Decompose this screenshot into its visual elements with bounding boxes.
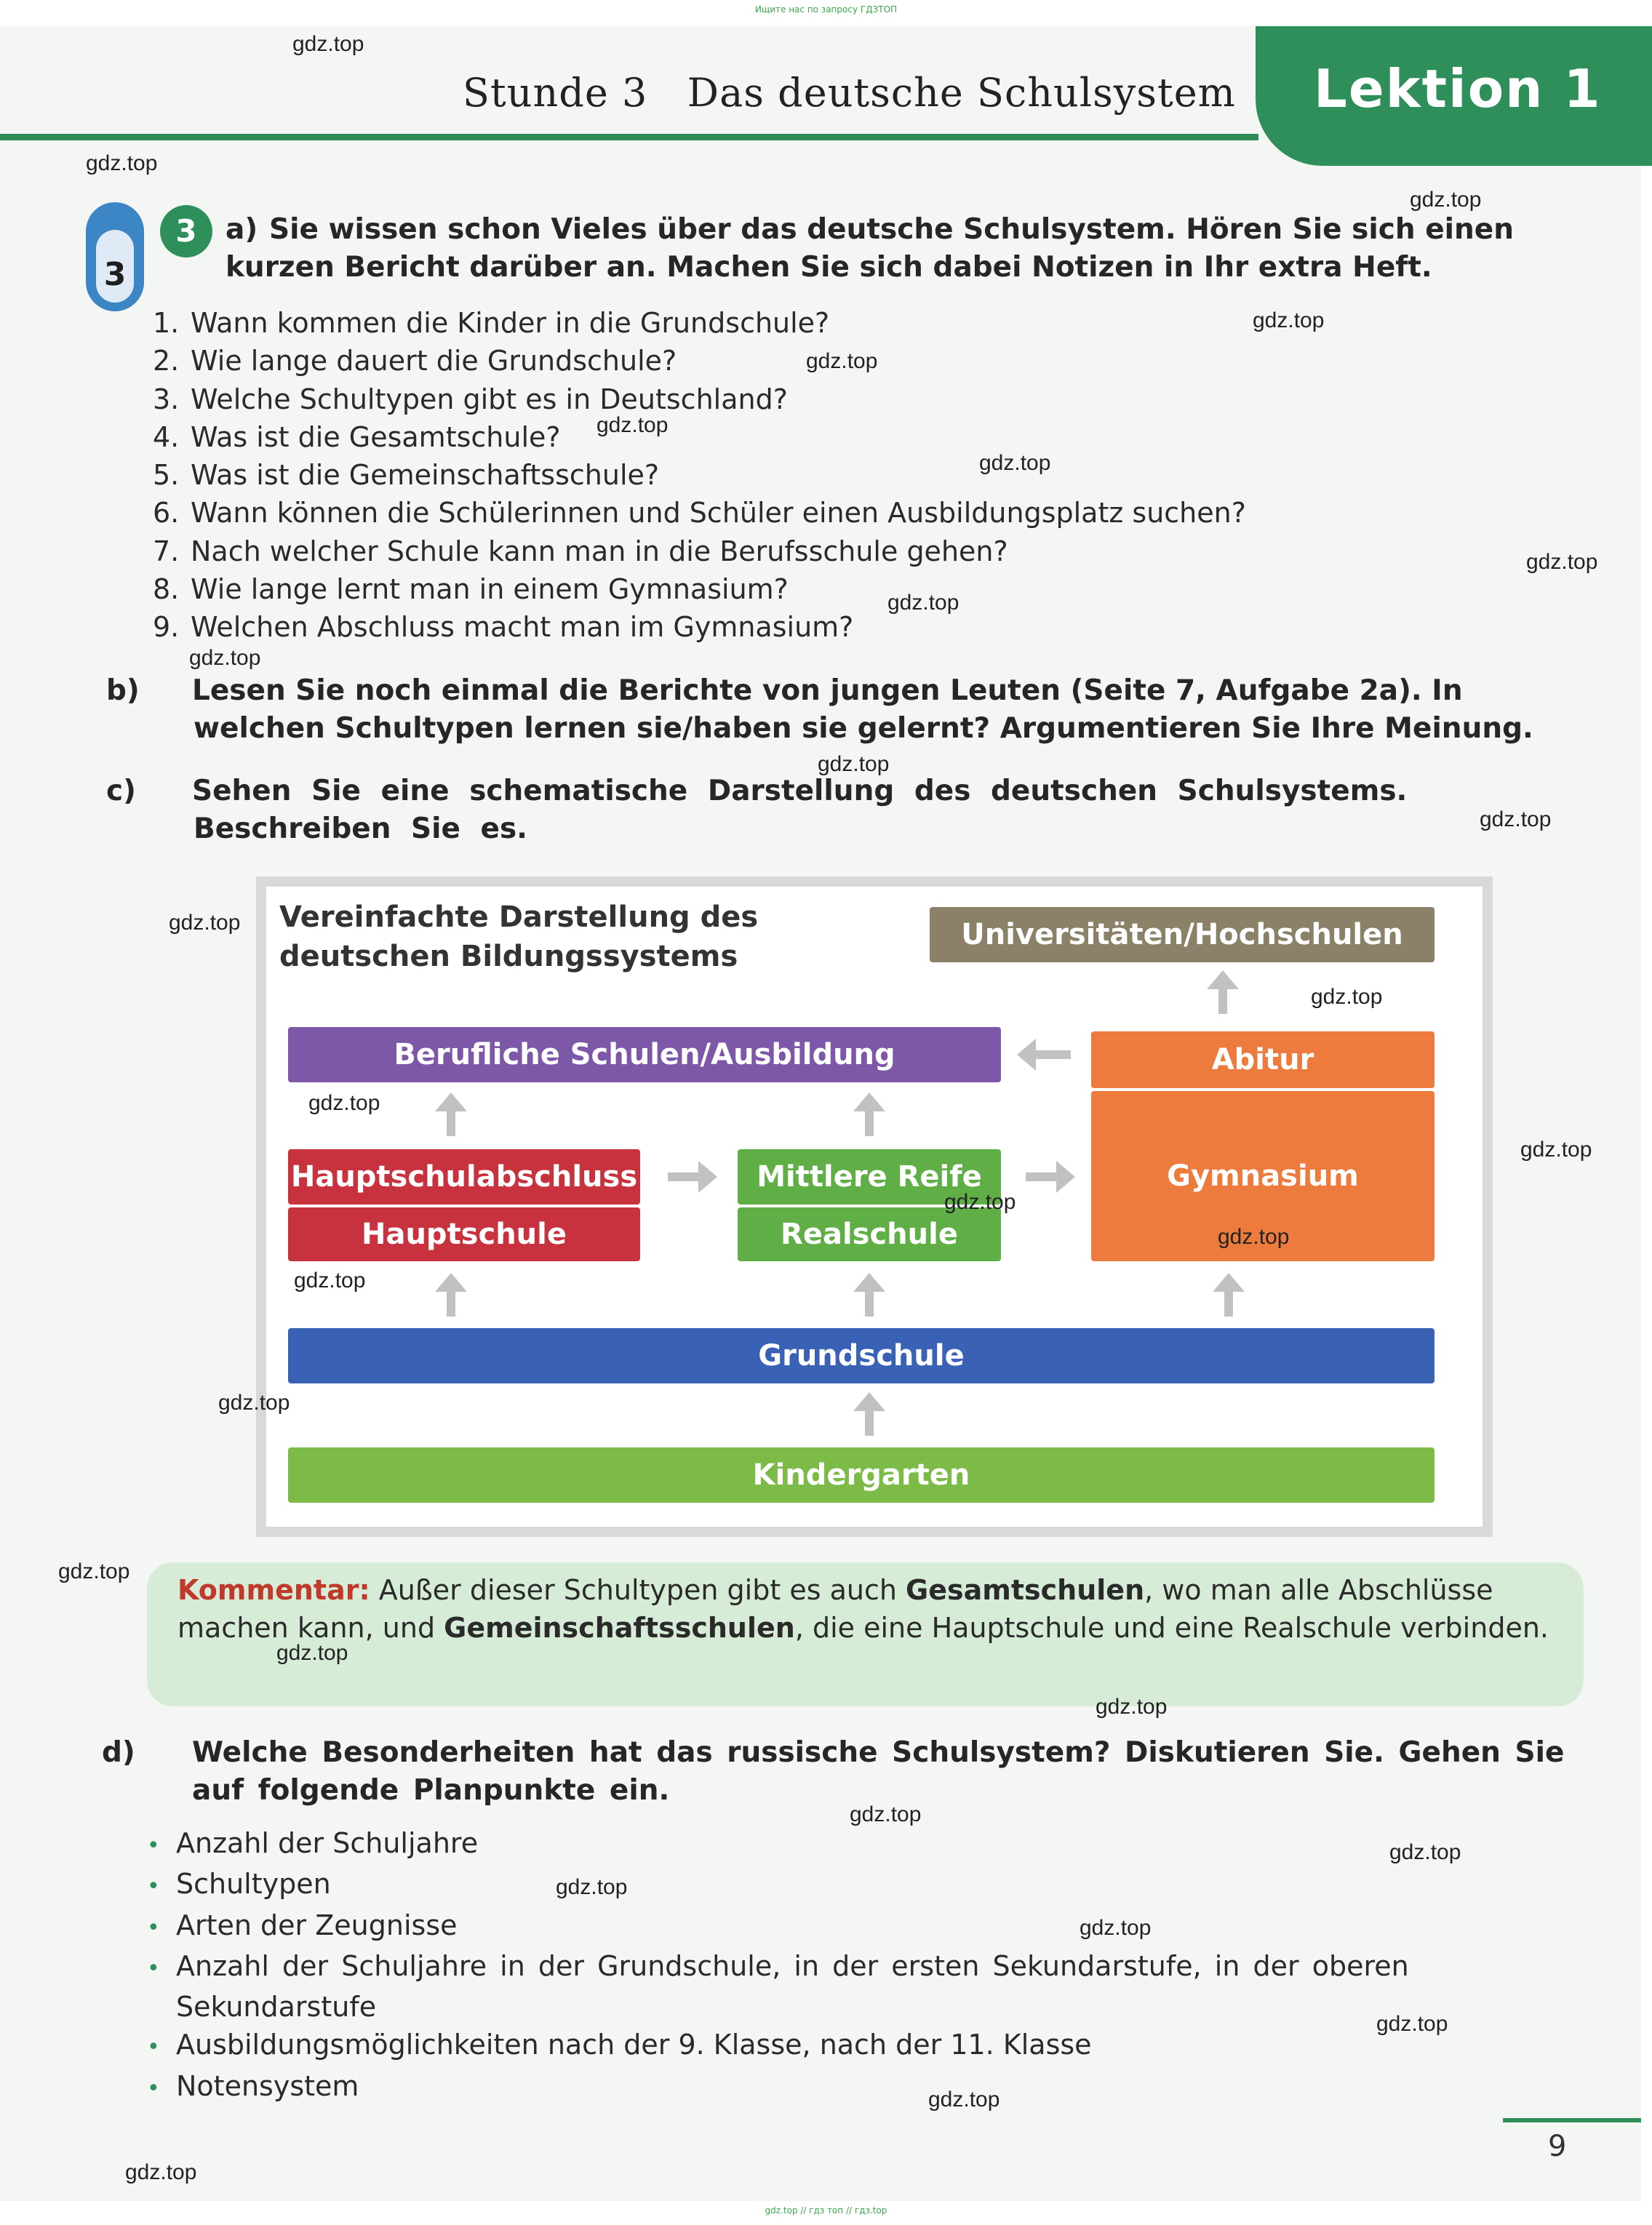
list-item: • Schultypen	[147, 1865, 1576, 1906]
question-list	[153, 304, 1246, 647]
bullet-icon: •	[147, 1914, 160, 1941]
arrow-up-icon	[435, 1092, 467, 1111]
part-c-letter: c)	[106, 775, 136, 807]
part-b-instruction	[106, 672, 1576, 748]
part-a-text: Sie wissen schon Vieles über das deutsche Schulsystem. Hören Sie sich einen kurzen Bericht darüber an. Machen Sie sich dabei Notizen in Ihr extra Heft.	[226, 213, 1514, 284]
arrow-up-icon	[1213, 1273, 1245, 1292]
audio-track-number: 3	[103, 256, 127, 293]
stunde-label: Stunde 3	[463, 70, 648, 116]
arrow-left-icon	[1017, 1039, 1036, 1071]
stunde-title: Das deutsche Schulsystem	[687, 70, 1236, 116]
watermark: gdz.top	[294, 1269, 366, 1293]
hauptschule-box: Hauptschule	[288, 1207, 640, 1261]
list-item: 7. Nach welcher Schule kann man in die Berufsschule gehen?	[153, 535, 1008, 567]
watermark: gdz.top	[308, 1091, 380, 1115]
page-number-rule	[1503, 2118, 1641, 2122]
watermark: gdz.top	[1410, 188, 1482, 212]
bottom-note: gdz.top // гдз топ // гдз.top	[765, 2205, 887, 2216]
watermark: gdz.top	[276, 1641, 348, 1665]
watermark: gdz.top	[944, 1190, 1016, 1214]
watermark: gdz.top	[596, 413, 669, 437]
top-note: Ищите нас по запросу ГДЗТОП	[754, 4, 898, 15]
bullet-icon: •	[147, 1833, 160, 1858]
bullet-icon: •	[147, 1874, 160, 1900]
header-rule	[0, 134, 1258, 140]
arrow-shaft	[1036, 1050, 1071, 1059]
arrow-up-icon	[435, 1273, 467, 1292]
arrow-up-icon	[1207, 970, 1239, 989]
arrow-up-icon	[853, 1273, 885, 1292]
bullet-icon: •	[147, 1955, 160, 1981]
bullet-list	[147, 1824, 1576, 2108]
watermark: gdz.top	[1389, 1840, 1461, 1864]
comment-label: Kommentar:	[177, 1574, 370, 1606]
kindergarten-box: Kindergarten	[288, 1447, 1434, 1503]
watermark: gdz.top	[125, 2160, 197, 2184]
watermark: gdz.top	[818, 752, 890, 776]
list-item: 1. Wann kommen die Kinder in die Grundschule?	[153, 307, 830, 339]
arrow-shaft	[668, 1173, 698, 1181]
list-item: • Notensystem	[147, 2067, 1576, 2108]
arrow-shaft	[1026, 1173, 1056, 1181]
mittlere-reife-box: Mittlere Reife	[738, 1149, 1001, 1205]
watermark: gdz.top	[218, 1391, 290, 1415]
vocational-schools-box: Berufliche Schulen/Ausbildung	[288, 1027, 1001, 1082]
watermark: gdz.top	[928, 2088, 1000, 2112]
lektion-label: Lektion 1	[1314, 58, 1602, 119]
list-item: • Anzahl der Schuljahre in der Grundschule, in der ersten Sekundarstufe, in der oberen Sekundarstufe	[147, 1949, 1409, 2024]
part-a-letter: a)	[226, 213, 258, 246]
bullet-icon: •	[147, 2075, 160, 2101]
watermark: gdz.top	[1311, 985, 1383, 1009]
part-d-text: Welche Besonderheiten hat das russische Schulsystem? Diskutieren Sie. Gehen Sie auf folgende Planpunkte ein.	[192, 1736, 1565, 1807]
watermark: gdz.top	[58, 1559, 130, 1583]
page-number: 9	[1548, 2130, 1567, 2163]
watermark: gdz.top	[1080, 1916, 1152, 1940]
universities-box: Universitäten/Hochschulen	[930, 907, 1434, 962]
part-d-letter: d)	[102, 1736, 135, 1769]
page-title	[463, 70, 1236, 116]
grundschule-box: Grundschule	[288, 1328, 1434, 1383]
list-item: 2. Wie lange dauert die Grundschule?	[153, 345, 677, 378]
watermark: gdz.top	[1526, 550, 1598, 574]
list-item: 8. Wie lange lernt man in einem Gymnasium?	[153, 573, 789, 606]
part-a-instruction	[226, 211, 1579, 287]
arrow-shaft	[447, 1107, 455, 1136]
watermark: gdz.top	[189, 646, 261, 670]
arrow-up-icon	[853, 1392, 885, 1411]
list-item: 5. Was ist die Gemeinschaftsschule?	[153, 459, 660, 492]
watermark: gdz.top	[1520, 1138, 1592, 1162]
arrow-shaft	[865, 1107, 874, 1136]
list-item: 3. Welche Schultypen gibt es in Deutschland?	[153, 383, 788, 415]
watermark: gdz.top	[556, 1875, 628, 1899]
arrow-right-icon	[698, 1161, 717, 1193]
watermark: gdz.top	[806, 349, 878, 373]
abitur-box: Abitur	[1091, 1031, 1434, 1088]
arrow-shaft	[447, 1287, 455, 1317]
arrow-shaft	[865, 1407, 874, 1436]
list-item: 4. Was ist die Gesamtschule?	[153, 420, 561, 453]
bullet-icon: •	[147, 2034, 160, 2061]
comment-text: Kommentar: Außer dieser Schultypen gibt es auch Gesamtschulen, wo man alle Abschlüsse machen kann, und Gemeinschaftsschulen, die eine Hauptschule und eine Realschule verbinden.	[177, 1574, 1549, 1644]
diagram-title: Vereinfachte Darstellung des deutschen Bildungssystems	[279, 900, 759, 973]
watermark: gdz.top	[86, 151, 158, 175]
arrow-right-icon	[1056, 1161, 1075, 1193]
part-c-text: Sehen Sie eine schematische Darstellung des deutschen Schulsystems. Beschreiben Sie es.	[192, 775, 1408, 845]
list-item: 9. Welchen Abschluss macht man im Gymnasium?	[153, 611, 854, 644]
arrow-up-icon	[853, 1092, 885, 1111]
watermark: gdz.top	[1253, 308, 1325, 332]
list-item: • Anzahl der Schuljahre	[147, 1824, 1576, 1865]
watermark: gdz.top	[1376, 2012, 1448, 2036]
realschule-box: Realschule	[738, 1207, 1001, 1261]
watermark: gdz.top	[1218, 1225, 1290, 1249]
part-b-letter: b)	[106, 674, 140, 707]
gymnasium-box: Gymnasium	[1091, 1091, 1434, 1261]
watermark: gdz.top	[292, 32, 364, 56]
arrow-shaft	[1224, 1287, 1233, 1317]
part-b-text: Lesen Sie noch einmal die Berichte von jungen Leuten (Seite 7, Aufgabe 2a). In welchen Schultypen lernen sie/haben sie gelernt? Argumentieren Sie Ihre Meinung.	[192, 674, 1533, 745]
watermark: gdz.top	[887, 591, 959, 615]
hauptschulabschluss-box: Hauptschulabschluss	[288, 1149, 640, 1205]
part-c-instruction	[106, 772, 1576, 848]
task-number-badge: 3	[160, 205, 212, 257]
arrow-shaft	[865, 1287, 874, 1317]
watermark: gdz.top	[1480, 807, 1552, 831]
list-item: 6. Wann können die Schülerinnen und Schüler einen Ausbildungsplatz suchen?	[153, 497, 1246, 530]
list-item: • Arten der Zeugnisse	[147, 1906, 1576, 1947]
watermark: gdz.top	[850, 1802, 922, 1826]
part-d-instruction	[102, 1734, 1576, 1810]
watermark: gdz.top	[1096, 1695, 1168, 1719]
list-item: • Ausbildungsmöglichkeiten nach der 9. Klasse, nach der 11. Klasse	[147, 2026, 1576, 2066]
watermark: gdz.top	[979, 451, 1051, 475]
watermark: gdz.top	[169, 911, 241, 935]
